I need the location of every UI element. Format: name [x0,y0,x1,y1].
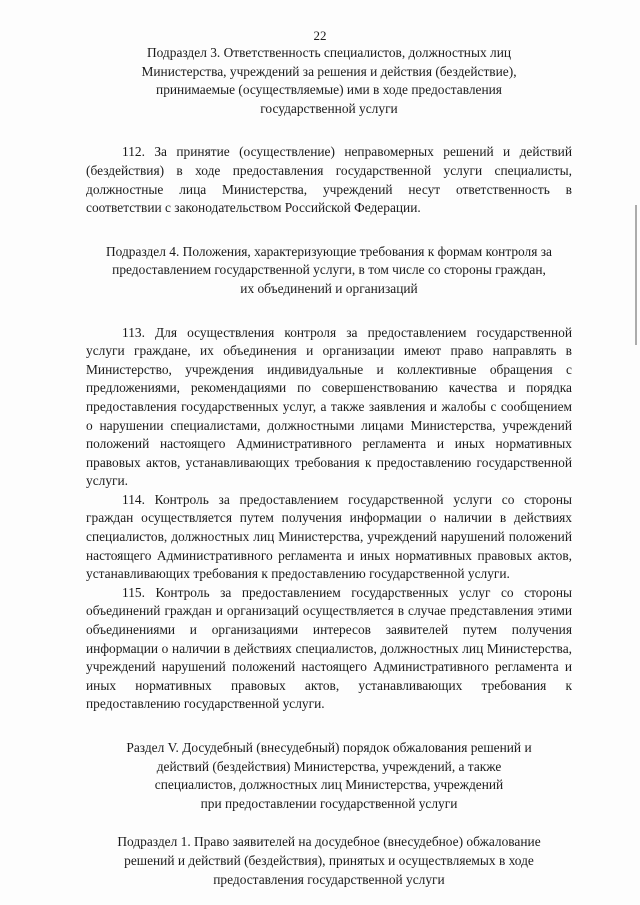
heading-line: действий (бездействия) Министерства, учреждений, а также [156,758,502,774]
document-body [86,44,572,889]
paragraph-114: 114. Контроль за предоставлением государственной услуги со стороны граждан осуществляется путем получения информации о наличии в действиях специалистов, должностных лиц Министерства, учреждений нарушений положений настоящего Административного регламента и иных нормативных правовых актов, устанавливающих требования к предоставлению государственной услуги. [86,491,572,582]
heading-line: их объединений и организаций [240,280,418,296]
heading-line: предоставления государственной услуги [213,871,445,887]
heading-line: Раздел V. Досудебный (внесудебный) порядок обжалования решений и [126,740,532,755]
heading-line: решений и действий (бездействия), принятых и осуществляемых в ходе [124,852,534,868]
paragraph-115: 115. Контроль за предоставлением государственных услуг со стороны объединений граждан и организаций осуществляется в случае представления этими объединениями и организациями интересов заявителей путем получения информации о наличии в действиях специалистов, должностных лиц Министерства, учреждений нарушений положений настоящего Административного регламента и иных нормативных правовых актов, устанавливающих требования к предоставлению государственной услуги. [86,584,572,712]
paragraph-112: 112. За принятие (осуществление) неправомерных решений и действий (бездействия) в ходе предоставления государственной услуги специалисты, должностные лица Министерства, учреждений несут ответственность в соответствии с законодательством Российской Федерации. [86,144,572,216]
heading-line: Министерства, учреждений за решения и действия (бездействие), [141,63,517,79]
heading-line: специалистов, должностных лиц Министерства, учреждений [154,777,504,793]
heading-line: Подраздел 4. Положения, характеризующие требования к формам контроля за [106,243,552,259]
paragraph-113: 113. Для осуществления контроля за предоставлением государственной услуги граждане, их объединения и организации имеют право направлять в Министерство, учреждения индивидуальные и коллективные обращения с предложениями, рекомендациями по совершенствованию качества и порядка предоставления государственных услуг, а также заявления и жалобы с сообщением о нарушении специалистами, должностными лицами Министерства, учреждений положений настоящего Административного регламента и иных нормативных правовых актов, устанавливающих требования к предоставлению государственной услуги. [86,324,572,489]
heading-line: при предоставлении государственной услуги [200,795,458,811]
subsection-1-heading [86,833,572,889]
heading-line: государственной услуги [260,100,398,116]
heading-line: Подраздел 3. Ответственность специалистов, должностных лиц [146,45,512,60]
subsection-4-heading [86,243,572,299]
heading-line: предоставлением государственной услуги, в том числе со стороны граждан, [112,262,546,278]
subsection-3-heading [86,44,572,118]
heading-line: принимаемые (осуществляемые) ими в ходе предоставления [156,82,502,98]
section-v-heading [86,739,572,813]
heading-line: Подраздел 1. Право заявителей на досудебное (внесудебное) обжалование [117,834,541,850]
scan-edge-mark [635,205,637,345]
page-number: 22 [313,28,327,43]
